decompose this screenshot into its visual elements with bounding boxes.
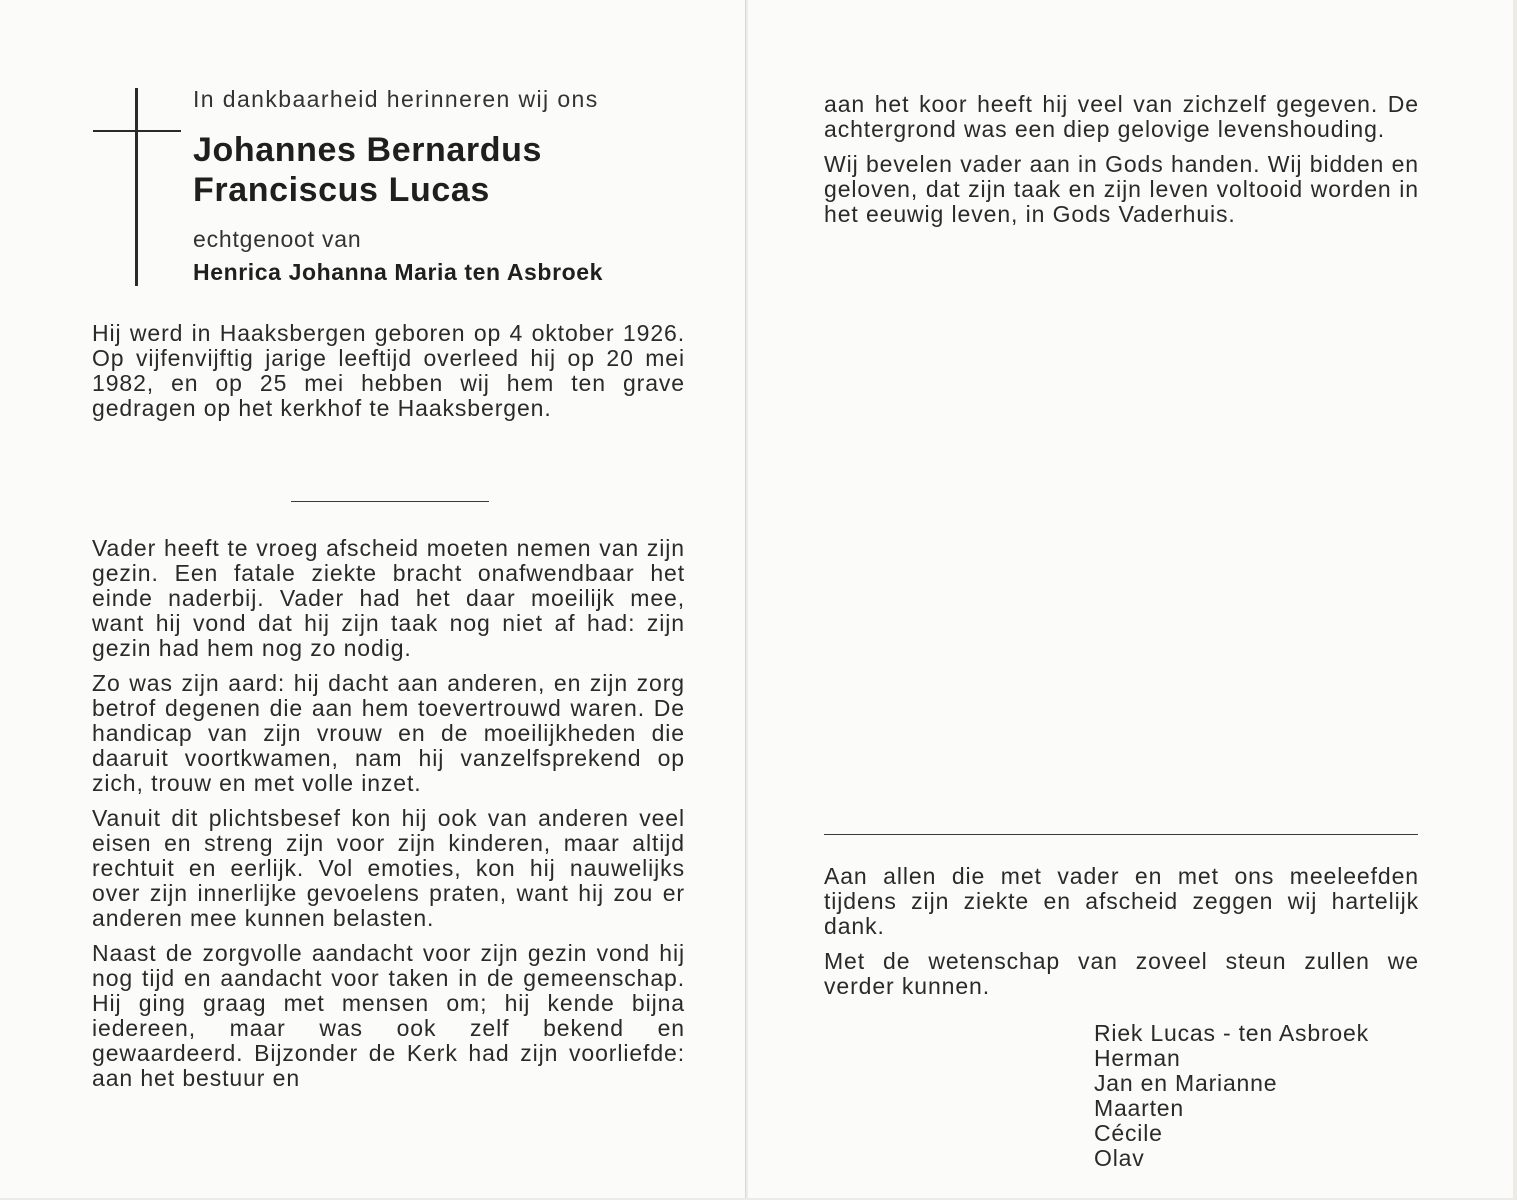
divider xyxy=(824,834,1418,835)
signatory: Riek Lucas - ten Asbroek xyxy=(1094,1020,1369,1046)
paragraph: Met de wetenschap van zoveel steun zullen we verder kunnen. xyxy=(824,948,1419,999)
paragraph: Aan allen die met vader en met ons meeleefden tijdens zijn ziekte en afscheid zeggen wij hartelijk dank. xyxy=(824,863,1419,939)
paragraph: aan het koor heeft hij veel van zichzelf gegeven. De achtergrond was een diep gelovige levenshouding. xyxy=(824,91,1419,142)
cross-icon xyxy=(135,88,138,286)
thanks-text xyxy=(824,864,1419,1009)
paragraph: Vanuit dit plichtsbesef kon hij ook van anderen veel eisen en streng zijn voor zijn kinderen, maar altijd rechtuit en eerlijk. Vol emoties, kon hij nauwelijks over zijn innerlijke gevoelens praten, want hij zou er anderen mee kunnen belasten. xyxy=(92,805,685,931)
tribute-continuation xyxy=(824,92,1419,237)
biography-text: Hij werd in Haaksbergen geboren op 4 oktober 1926. Op vijfenvijftig jarige leeftijd overleed hij op 20 mei 1982, en op 25 mei hebben wij hem ten grave gedragen op het kerkhof te Haaksbergen. xyxy=(92,320,685,421)
deceased-name-line2: Franciscus Lucas xyxy=(193,171,490,209)
intro-line: In dankbaarheid herinneren wij ons xyxy=(193,86,599,112)
spouse-label: echtgenoot van xyxy=(193,226,362,252)
cross-icon-bar xyxy=(93,130,181,132)
paragraph: Naast de zorgvolle aandacht voor zijn gezin vond hij nog tijd en aandacht voor taken in de gemeenschap. Hij ging graag met mensen om; hij kende bijna iedereen, maar was ook zelf bekend en gewaardeerd. Bijzonder de Kerk had zijn voorliefde: aan het bestuur en xyxy=(92,940,685,1091)
deceased-name-line1: Johannes Bernardus xyxy=(193,131,543,169)
signatory: Maarten xyxy=(1094,1095,1184,1121)
signatory: Herman xyxy=(1094,1045,1181,1071)
paragraph: Wij bevelen vader aan in Gods handen. Wij bidden en geloven, dat zijn taak en zijn leven voltooid worden in het eeuwig leven, in Gods Vaderhuis. xyxy=(824,151,1419,227)
tribute-text xyxy=(92,536,685,1101)
signatory: Cécile xyxy=(1094,1120,1163,1146)
paragraph: Zo was zijn aard: hij dacht aan anderen, en zijn zorg betrof degenen die aan hem toevertrouwd waren. De handicap van zijn vrouw en de moeilijkheden die daaruit voortkwamen, nam hij vanzelfsprekend op zich, trouw en met volle inzet. xyxy=(92,670,685,796)
divider xyxy=(291,501,489,502)
left-page xyxy=(0,0,746,1198)
deceased-name xyxy=(193,130,542,210)
spouse-name: Henrica Johanna Maria ten Asbroek xyxy=(193,259,604,285)
paragraph: Vader heeft te vroeg afscheid moeten nemen van zijn gezin. Een fatale ziekte bracht onafwendbaar het einde naderbij. Vader had het daar moeilijk mee, want hij vond dat hij zijn taak nog niet af had: zijn gezin had hem nog zo nodig. xyxy=(92,535,685,661)
signatory: Jan en Marianne xyxy=(1094,1070,1278,1096)
biography xyxy=(92,321,685,431)
signatory: Olav xyxy=(1094,1145,1145,1171)
signatories xyxy=(1094,1021,1369,1171)
